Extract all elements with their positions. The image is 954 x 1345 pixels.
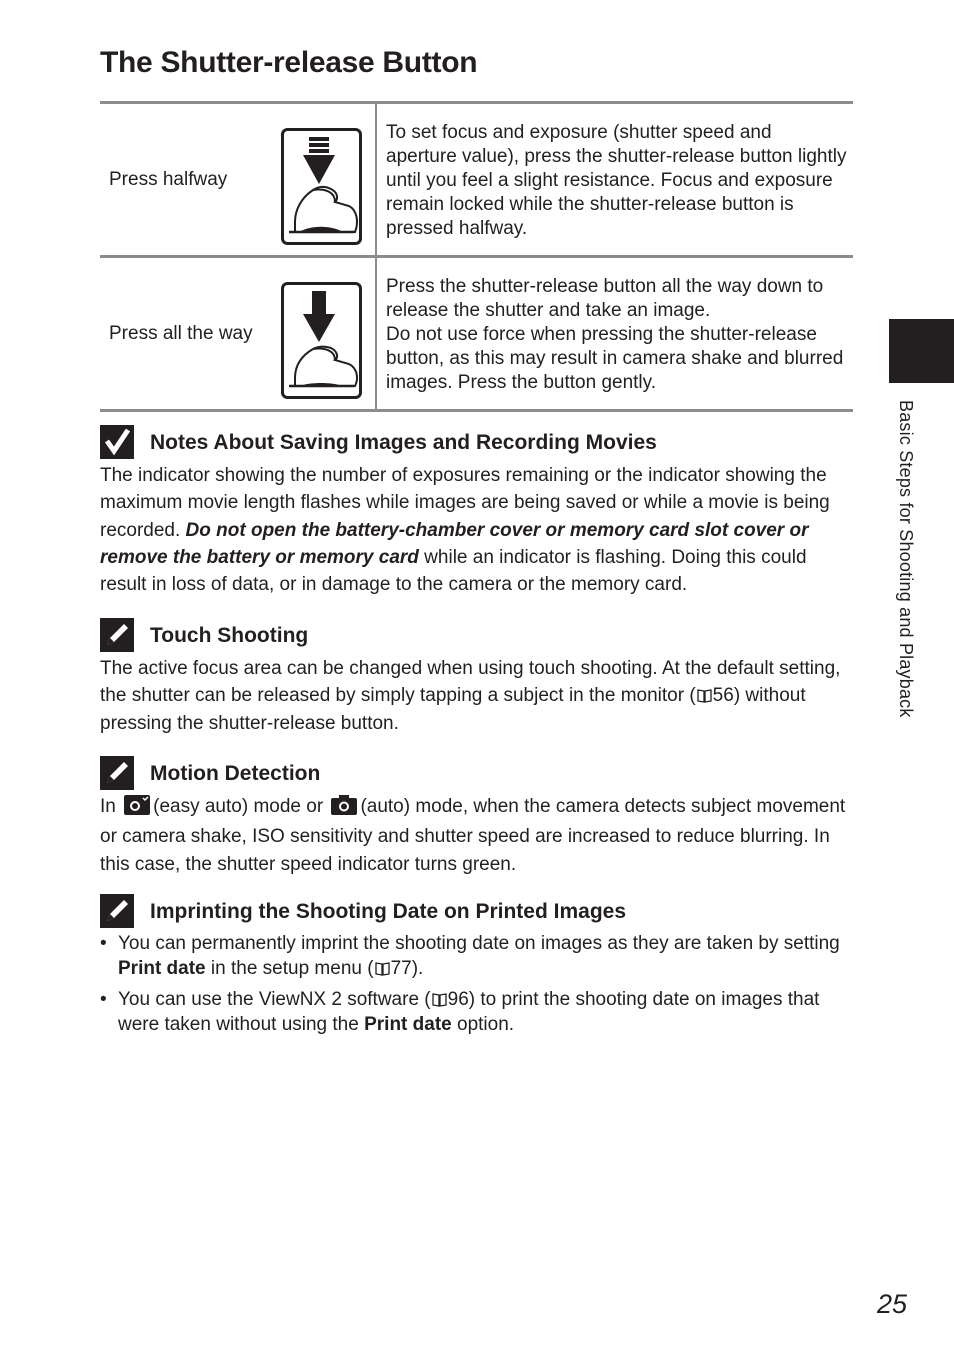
note-motion-detection	[100, 756, 852, 878]
note-body	[100, 655, 852, 737]
easy-auto-mode-icon	[124, 795, 150, 823]
note-header	[100, 425, 852, 459]
book-reference-icon	[375, 958, 390, 973]
book-reference-icon	[697, 684, 712, 699]
note-title: Notes About Saving Images and Recording Movies	[150, 431, 657, 454]
bullet-list	[100, 931, 852, 1037]
pencil-icon	[100, 618, 134, 652]
note-title: Touch Shooting	[150, 624, 309, 647]
note-header	[100, 894, 852, 928]
note-text: The active focus area can be changed when using touch shooting. At the default setting, the shutter can be released by simply tapping a subject in the monitor (	[100, 658, 841, 707]
column-divider	[375, 104, 377, 255]
list-item	[100, 931, 852, 981]
shutter-button-half-press-icon	[281, 128, 362, 245]
row-description	[386, 275, 847, 395]
row-description	[386, 121, 847, 241]
row-label: Press halfway	[109, 168, 228, 190]
page-number: 25	[876, 1289, 907, 1319]
page-reference: 96	[447, 989, 469, 1010]
note-imprinting-date	[100, 894, 852, 1043]
row-label: Press all the way	[109, 322, 253, 344]
menu-item-name: Print date	[118, 958, 206, 979]
shutter-table	[100, 101, 853, 412]
page-reference: 56	[712, 685, 734, 707]
list-item	[100, 987, 852, 1037]
list-text: option.	[451, 1014, 515, 1035]
list-text: in the setup menu (	[205, 958, 374, 979]
note-text: (easy auto) mode or	[153, 796, 329, 817]
note-title: Imprinting the Shooting Date on Printed Images	[150, 900, 627, 923]
note-saving-images	[100, 425, 852, 598]
description-text: Press the shutter-release button all the way down to release the shutter and take an image.	[386, 276, 824, 321]
list-text: You can use the ViewNX 2 software (	[118, 989, 431, 1010]
auto-mode-icon	[331, 795, 357, 823]
note-title: Motion Detection	[150, 762, 321, 785]
section-side-label: Basic Steps for Shooting and Playback	[896, 400, 916, 718]
description-text: To set focus and exposure (shutter speed and aperture value), press the shutter-release button lightly until you feel a slight resistance. Focus and exposure remain locked while the shutter-release button is pressed halfway.	[386, 122, 847, 239]
book-reference-icon	[432, 989, 447, 1004]
menu-item-name: Print date	[364, 1014, 452, 1035]
note-text: The indicator showing the number of exposures remaining or the indicator showing the maximum movie length flashes while images are being saved or while a movie is being recorded.	[100, 465, 830, 541]
section-tab	[889, 319, 954, 383]
table-row-press-all-the-way	[100, 255, 853, 409]
pencil-icon	[100, 756, 134, 790]
note-emphasis: Do not open the battery-chamber cover or memory card slot cover or remove the battery or memory card	[100, 519, 809, 568]
note-body	[100, 462, 852, 598]
list-text: You can permanently imprint the shooting date on images as they are taken by setting	[118, 933, 840, 954]
list-text: ).	[411, 958, 424, 979]
description-text: Do not use force when pressing the shutter-release button, as this may result in camera shake and blurred images. Press the button gently.	[386, 324, 844, 393]
checkmark-icon	[100, 425, 134, 459]
shutter-button-full-press-icon	[281, 282, 362, 399]
pencil-icon	[100, 894, 134, 928]
note-touch-shooting	[100, 618, 852, 737]
page-title: The Shutter-release Button	[100, 46, 478, 79]
note-header	[100, 756, 852, 790]
table-row-press-halfway	[100, 104, 853, 255]
note-text: while an indicator is flashing. Doing this could result in loss of data, or in damage to the camera or the memory card.	[100, 546, 807, 596]
note-body	[100, 793, 852, 878]
note-header	[100, 618, 852, 652]
column-divider	[375, 258, 377, 409]
note-text: ) without pressing the shutter-release button.	[100, 685, 806, 734]
note-text: In	[100, 796, 122, 817]
page-reference: 77	[390, 958, 412, 979]
note-text: (auto) mode, when the camera detects subject movement or camera shake, ISO sensitivity and shutter speed are increased to reduce blurring. In this case, the shutter speed indicator turns green.	[100, 796, 846, 875]
list-text: ) to print the shooting date on images that were taken without using the	[118, 989, 820, 1035]
